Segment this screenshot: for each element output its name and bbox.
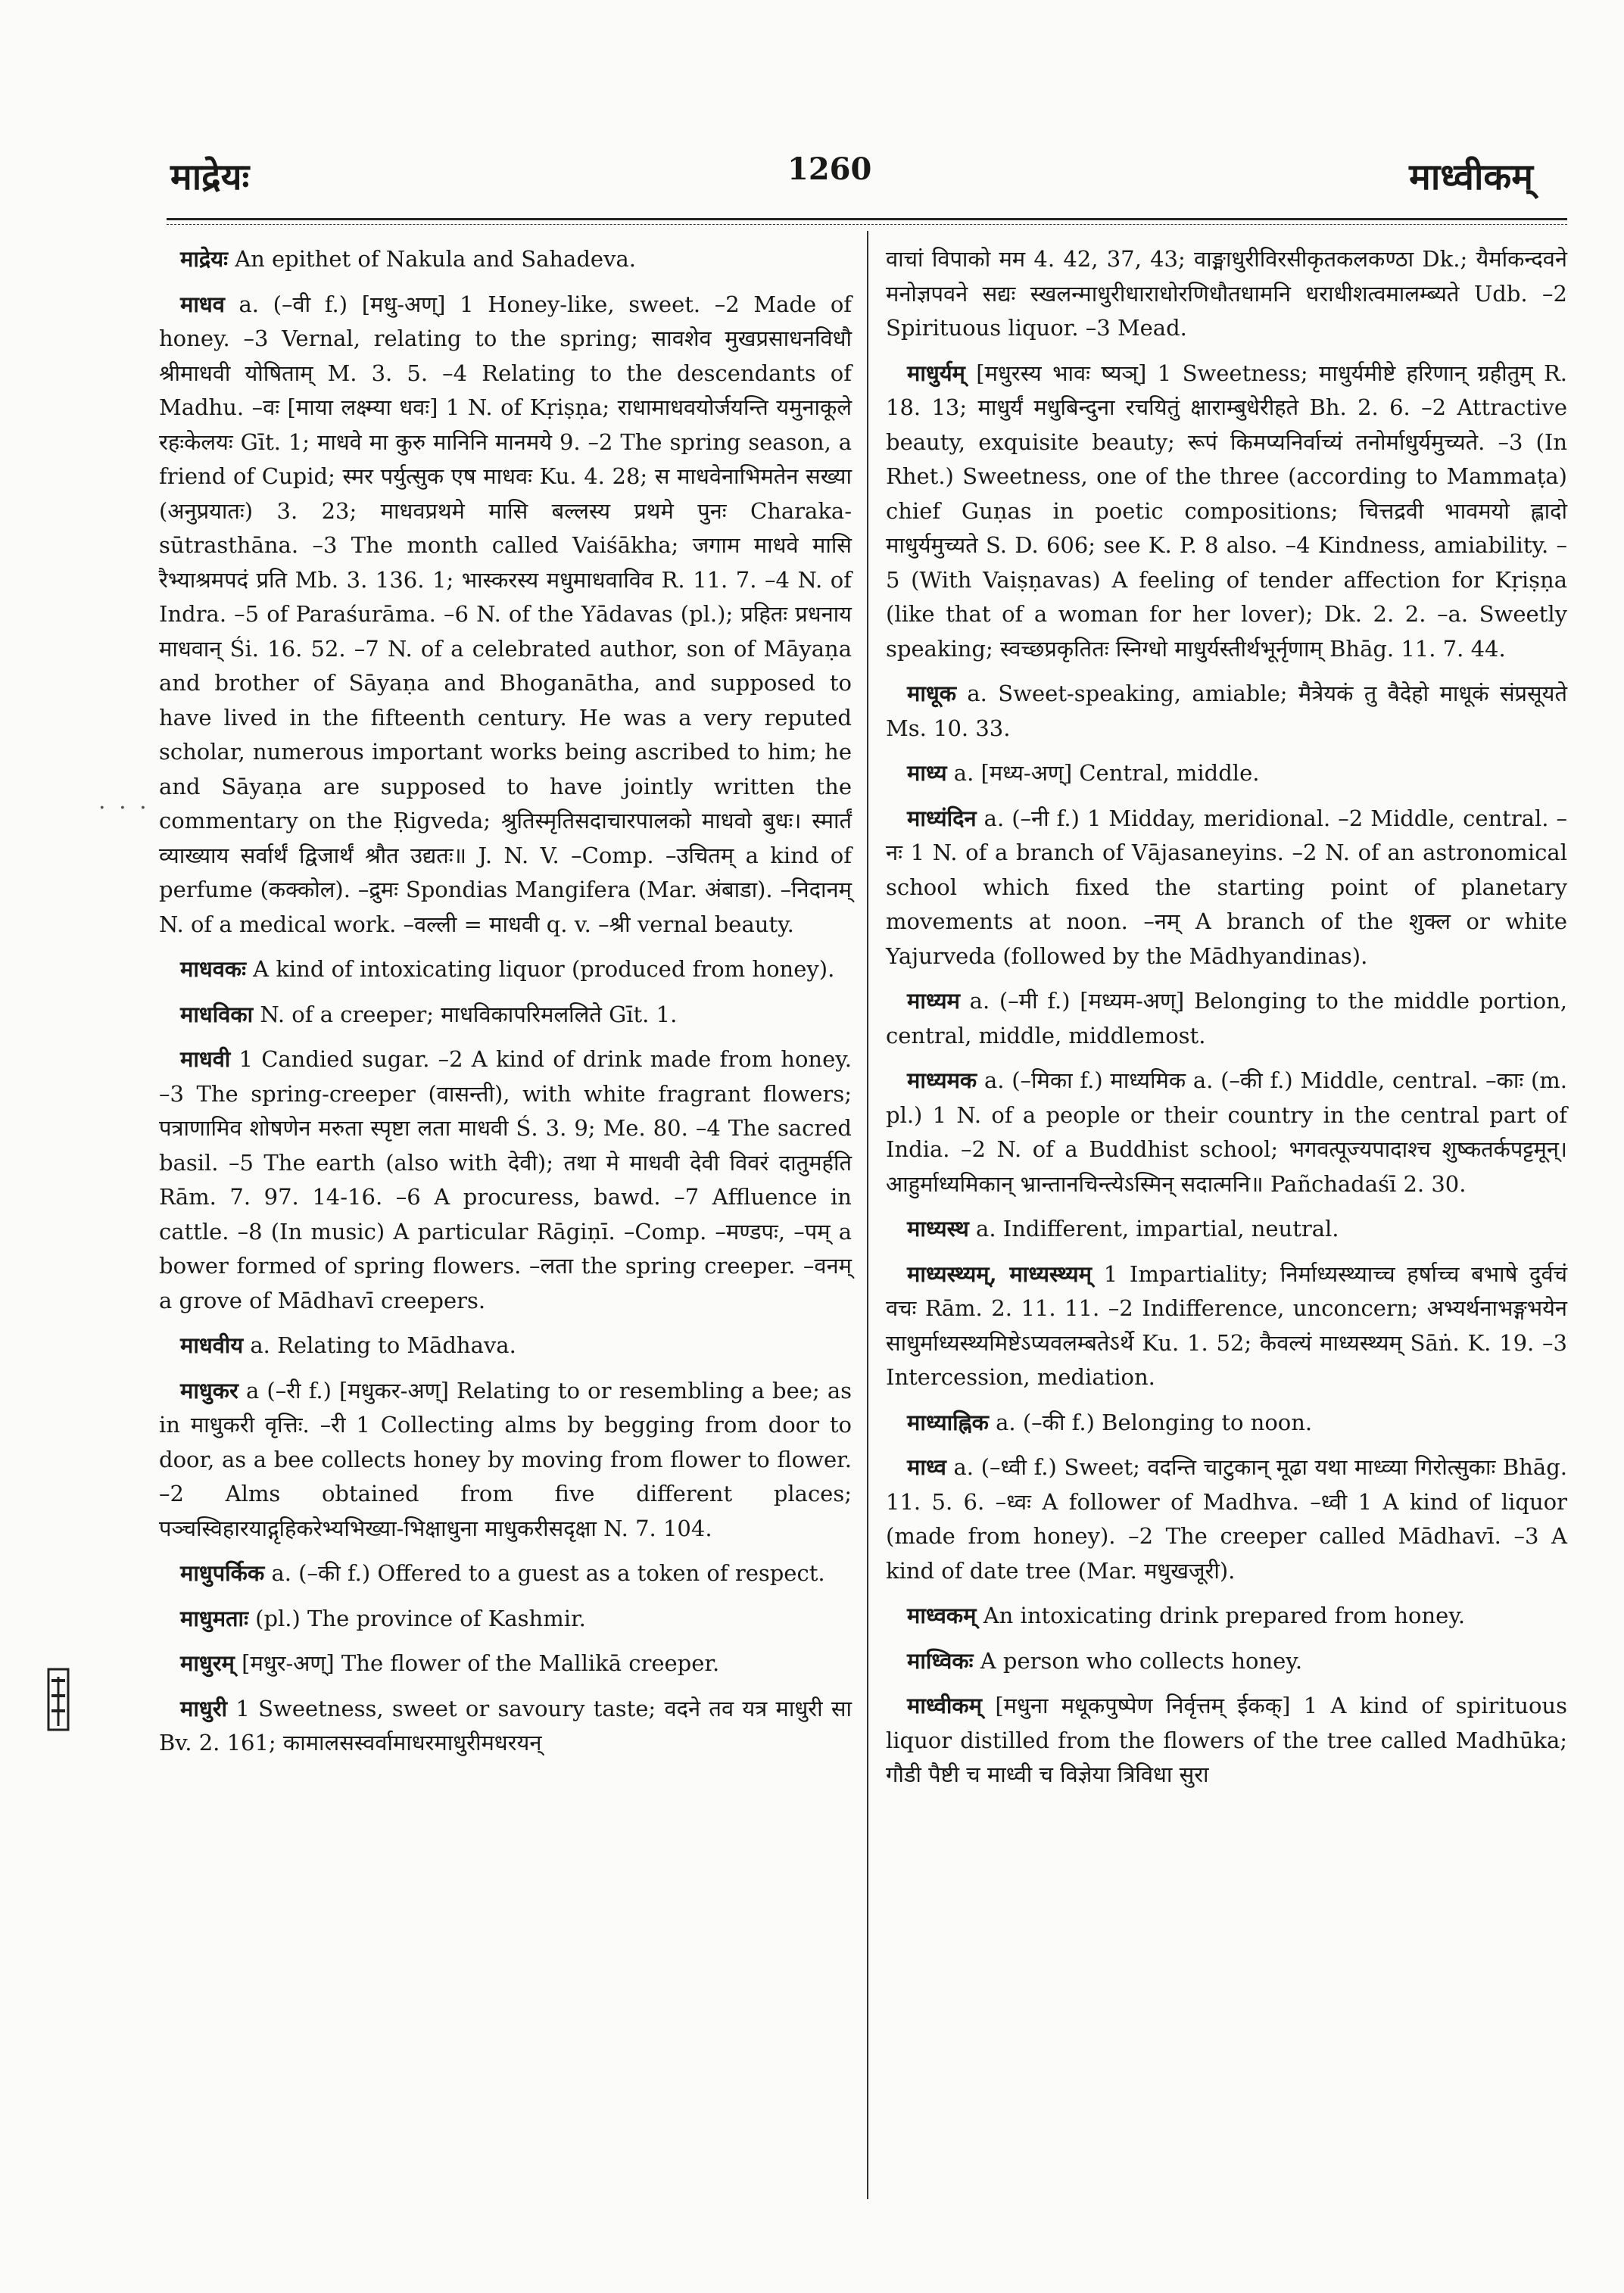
entry-definition: [मधुरस्य भावः ष्यञ्] 1 Sweetness; माधुर्यमीष्टे हरिणान् ग्रहीतुम् R. 18. 13; माधुर्यं मधुबिन्दुना रचयितुं क्षाराम्बुधेरीहते Bh. 2. 6. –2 Attractive beauty, exquisite beauty; रूपं किमप्यनिर्वाच्यं तनोर्माधुर्यमुच्यते. –3 (In Rhet.) Sweetness, one of the three (according to Mammaṭa) chief Guṇas in poetic compositions; चित्तद्रवी भावमयो ह्लादो माधुर्यमुच्यते S. D. 606; see K. P. 8 also. –4 Kindness, amiability. –5 (With Vaiṣṇavas) A feeling of tender affection for Kṛiṣṇa (like that of a woman for her lover); Dk. 2. 2. –a. Sweetly speaking; स्वच्छप्रकृतितः स्निग्धो माधुर्यस्तीर्थभूर्नृणाम् Bhāg. 11. 7. 44. [886, 360, 1568, 662]
page-number: 1260 [787, 151, 872, 187]
entry-definition: a. [मध्य-अण्] Central, middle. [953, 760, 1260, 786]
entry-definition: a. (–की f.) Offered to a guest as a token of respect. [271, 1560, 825, 1586]
dictionary-entry [886, 242, 1567, 346]
entry-definition: a. Relating to Mādhava. [250, 1332, 516, 1358]
entry-definition: 1 Impartiality; निर्माध्यस्थ्याच्च हर्षाच्च बभाषे दुर्वचं वचः Rām. 2. 11. 11. –2 Indifference, unconcern; अभ्यर्थनाभङ्गभयेन साधुर्माध्यस्थ्यमिष्टेऽप्यवलम्बतेऽर्थे Ku. 1. 52; कैवल्यं माध्यस्थ्यम् Sāṅ. K. 19. –3 Intercession, mediation. [886, 1260, 1567, 1390]
column-divider [867, 231, 868, 2199]
entry-headword: माध्याह्निक [907, 1409, 989, 1435]
entry-definition: (pl.) The province of Kashmir. [255, 1605, 586, 1631]
dictionary-entry [886, 1689, 1567, 1793]
entry-definition: 1 Candied sugar. –2 A kind of drink made from honey. –3 The spring-creeper (वासन्ती), with white fragrant flowers; पत्राणामिव शोषणेन मरुता स्पृष्टा लता माधवी Ś. 3. 9; Me. 80. –4 The sacred basil. –5 The earth (also with देवी); तथा मे माधवी देवी विवरं दातुमर्हति Rām. 7. 97. 14-16. –6 A procuress, bawd. –7 Affluence in cattle. –8 (In music) A particular Rāgiṇī. –Comp. –मण्डपः, –पम् a bower formed of spring flowers. –लता the spring creeper. –वनम् a grove of Mādhavī creepers. [159, 1046, 853, 1313]
header-rule-dashed [167, 224, 1567, 225]
right-column [886, 242, 1567, 1803]
page-header [0, 151, 1624, 212]
dictionary-entry [159, 1647, 852, 1681]
entry-headword: माधुमताः [180, 1605, 248, 1631]
dictionary-entry [159, 1602, 852, 1637]
entry-headword: माध्यमक [907, 1067, 977, 1093]
entry-headword: माधवीय [180, 1332, 244, 1358]
entry-headword: माधवी [180, 1046, 231, 1072]
dictionary-entry [886, 677, 1567, 746]
left-column [159, 242, 852, 1771]
entry-definition: a. Indifferent, impartial, neutral. [976, 1216, 1339, 1242]
entry-definition: An intoxicating drink prepared from honey. [983, 1603, 1466, 1628]
dictionary-entry [159, 288, 852, 942]
entry-definition: [मधुना मधूकपुष्पेण निर्वृत्तम् ईकक्] 1 A kind of spirituous liquor distilled from the flowers of the tree called Madhūka; गौडी पैष्टी च माध्वी च विज्ञेया त्रिविधा सुरा [886, 1693, 1567, 1787]
entry-definition: A person who collects honey. [980, 1647, 1303, 1674]
entry-headword: माधुकर [180, 1377, 238, 1404]
dictionary-entry [159, 952, 852, 987]
entry-definition: N. of a creeper; माधविकापरिमललिते Gīt. 1. [260, 1001, 678, 1027]
thumb-index-mark [44, 1662, 74, 1737]
dictionary-entry [886, 1450, 1567, 1588]
entry-headword: माध्व [907, 1454, 946, 1480]
dictionary-entry [886, 1406, 1567, 1441]
entry-definition: a. (–मिका f.) माध्यमिक a. (–की f.) Middle, central. –काः (m. pl.) 1 N. of a people or their country in the central part of India. –2 N. of a Buddhist school; भगवत्पूज्यपादाश्च शुष्कतर्कपट्टमून्। आहुर्माध्यमिकान् भ्रान्तानचिन्त्येऽस्मिन् सदात्मनि॥ Pañchadaśī 2. 30. [886, 1067, 1568, 1197]
entry-headword: माध्यस्थ्यम्, माध्यस्थ्यम् [907, 1260, 1092, 1287]
entry-definition: a. (–की f.) Belonging to noon. [996, 1409, 1313, 1435]
dictionary-entry [159, 1374, 852, 1547]
entry-headword: माद्रेयः [180, 246, 228, 272]
entry-headword: माध्वकम् [907, 1603, 977, 1628]
entry-definition: An epithet of Nakula and Sahadeva. [235, 246, 636, 272]
dictionary-entry [886, 1064, 1567, 1201]
entry-headword: माधुरी [180, 1695, 228, 1721]
dictionary-entry [159, 1042, 852, 1318]
entry-definition: [मधुर-अण्] The flower of the Mallikā creeper. [242, 1650, 720, 1676]
entry-definition: A kind of intoxicating liquor (produced from honey). [253, 956, 835, 982]
entry-definition: वाचां विपाको मम 4. 42, 37, 43; वाङ्माधुरीविरसीकृतकलकण्ठा Dk.; यैर्माकन्दवने मनोज्ञपवने सद्यः स्खलन्माधुरीधाराधोरणिधौतधामनि धराधीशत्वमालम्ब्यते Udb. –2 Spirituous liquor. –3 Mead. [886, 246, 1567, 341]
entry-headword: माधवकः [180, 956, 246, 982]
dictionary-entry [159, 998, 852, 1033]
entry-headword: माध्यंदिन [907, 805, 977, 831]
entry-definition: a. (–मी f.) [मध्यम-अण्] Belonging to the middle portion, central, middle, middlemost. [886, 988, 1568, 1048]
entry-headword: माध्य [907, 760, 947, 786]
dictionary-entry [159, 1692, 852, 1761]
dictionary-entry [159, 1329, 852, 1363]
entry-headword: माधुरम् [180, 1650, 235, 1676]
entry-definition: a. (–नी f.) 1 Midday, meridional. –2 Middle, central. –नः 1 N. of a branch of Vājasaneyins. –2 N. of an astronomical school which fixed the starting point of planetary movements at noon. –नम् A branch of the शुक्ल or white Yajurveda (followed by the Mādhyandinas). [886, 805, 1568, 969]
header-rule [167, 218, 1567, 220]
dictionary-entry [886, 1257, 1567, 1395]
entry-headword: माधव [180, 291, 225, 317]
entry-headword: माधूक [907, 681, 956, 706]
entry-definition: a. (–वी f.) [मधु-अण्] 1 Honey-like, sweet. –2 Made of honey. –3 Vernal, relating to the spring; सावशेव मुखप्रसाधनविधौ श्रीमाधवी योषिताम् M. 3. 5. –4 Relating to the descendants of Madhu. –वः [माया लक्ष्म्या धवः] 1 N. of Kṛiṣṇa; राधामाधवयोर्जयन्ति यमुनाकूले रहःकेलयः Gīt. 1; माधवे मा कुरु मानिनि मानमये 9. –2 The spring season, a friend of Cupid; स्मर पर्युत्सुक एष माधवः Ku. 4. 28; स माधवेनाभिमतेन सख्या (अनुप्रयातः) 3. 23; माधवप्रथमे मासि बल्लस्य प्रथमे पुनः Charaka-sūtrasthāna. –3 The month called Vaiśākha; जगाम माधवे मासि रैभ्याश्रमपदं प्रति Mb. 3. 136. 1; भास्करस्य मधुमाधवाविव R. 11. 7. –4 N. of Indra. –5 of Paraśurāma. –6 N. of the Yādavas (pl.); प्रहितः प्रधनाय माधवान् Śi. 16. 52. –7 N. of a celebrated author, son of Māyaṇa and brother of Sāyaṇa and Bhoganātha, and supposed to have lived in the fifteenth century. He was a very reputed scholar, numerous important works being ascribed to him; he and Sāyaṇa are supposed to have jointly written the commentary on the Ṛigveda; श्रुतिस्मृतिसदाचारपालको माधवो बुधः। स्मार्तं व्याख्याय सर्वार्थं द्विजार्थं श्रौत उद्यतः॥ J. N. V. –Comp. –उचितम् a kind of perfume (कक्कोल). –द्रुमः Spondias Mangifera (Mar. अंबाडा). –निदानम् N. of a medical work. –वल्ली = माधवी q. v. –श्री vernal beauty. [159, 291, 853, 937]
entry-headword: माधुपर्किक [180, 1560, 265, 1586]
dictionary-entry [159, 1556, 852, 1591]
dictionary-entry [886, 802, 1567, 974]
entry-headword: माध्वीकम् [907, 1693, 983, 1718]
entry-definition: a (–री f.) [मधुकर-अण्] Relating to or resembling a bee; as in माधुकरी वृत्तिः. –री 1 Collecting alms by begging from door to door, as a bee collects honey by moving from flower to flower. –2 Alms obtained from five different places; पञ्चस्विहारयाद्गृहिकरेभ्यभिख्या-भिक्षाधुना माधुकरीसदृक्षा N. 7. 104. [159, 1377, 853, 1541]
right-running-headword: माध्वीकम् [1409, 156, 1533, 198]
entry-headword: माधुर्यम् [907, 360, 965, 386]
entry-definition: 1 Sweetness, sweet or savoury taste; वदने तव यत्र माधुरी सा Bv. 2. 161; कामालसस्वर्वामाधरमाधुरीमधरयन् [159, 1695, 852, 1756]
dictionary-entry [886, 1599, 1567, 1634]
dictionary-entry [886, 1644, 1567, 1679]
entry-headword: माधविका [180, 1001, 254, 1027]
dictionary-entry [886, 984, 1567, 1053]
entry-definition: a. (–ध्वी f.) Sweet; वदन्ति चाटुकान् मूढा यथा माध्व्या गिरोत्सुकाः Bhāg. 11. 5. 6. –ध्वः A follower of Madhva. –ध्वी 1 A kind of liquor (made from honey). –2 The creeper called Mādhavī. –3 A kind of date tree (Mar. मधुखजूरी). [886, 1454, 1567, 1584]
entry-definition: a. Sweet-speaking, amiable; मैत्रेयकं तु वैदेहो माधूकं संप्रसूयते Ms. 10. 33. [886, 681, 1568, 741]
entry-headword: माध्यस्थ [907, 1216, 969, 1242]
left-running-headword: माद्रेयः [170, 156, 250, 198]
entry-headword: माध्विकः [907, 1647, 974, 1674]
dictionary-entry [886, 1212, 1567, 1247]
entry-headword: माध्यम [907, 988, 960, 1014]
dictionary-entry [886, 357, 1567, 667]
dictionary-entry [886, 756, 1567, 791]
margin-dots: · · · [98, 795, 150, 821]
dictionary-entry [159, 242, 852, 277]
